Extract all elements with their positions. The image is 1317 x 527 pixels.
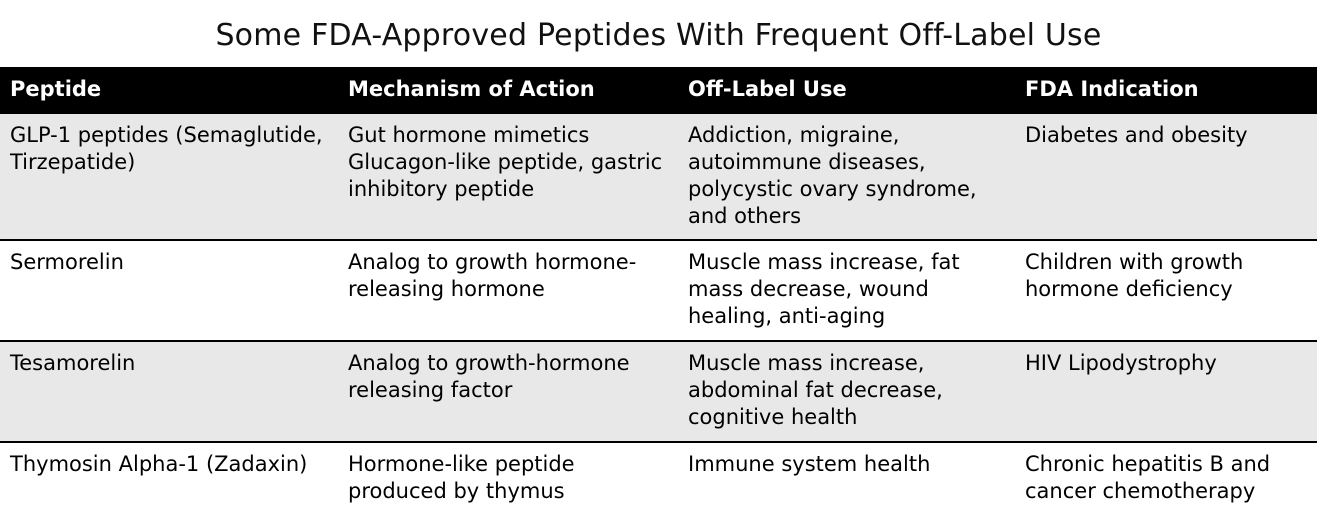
cell-indication: HIV Lipodystrophy <box>1015 341 1317 442</box>
table-body <box>0 114 1317 515</box>
cell-mechanism: Analog to growth-hormone releasing factor <box>338 341 678 442</box>
page-title: Some FDA-Approved Peptides With Frequent Off-Label Use <box>215 18 1102 53</box>
cell-indication: Chronic hepatitis B and cancer chemotherapy <box>1015 442 1317 515</box>
cell-offlabel: Immune system health <box>678 442 1015 515</box>
cell-peptide: Tesamorelin <box>0 341 338 442</box>
cell-offlabel: Muscle mass increase, fat mass decrease, wound healing, anti-aging <box>678 240 1015 341</box>
table-row <box>0 240 1317 341</box>
cell-indication: Children with growth hormone deficiency <box>1015 240 1317 341</box>
cell-offlabel: Muscle mass increase, abdominal fat decrease, cognitive health <box>678 341 1015 442</box>
table-row <box>0 114 1317 241</box>
table-header-row <box>0 67 1317 114</box>
table-header <box>0 67 1317 114</box>
cell-mechanism: Analog to growth hormone-releasing hormone <box>338 240 678 341</box>
cell-mechanism: Gut hormone mimetics Glucagon-like peptide, gastric inhibitory peptide <box>338 114 678 241</box>
column-header-peptide: Peptide <box>0 67 338 114</box>
cell-indication: Diabetes and obesity <box>1015 114 1317 241</box>
column-header-indication: FDA Indication <box>1015 67 1317 114</box>
column-header-offlabel: Off-Label Use <box>678 67 1015 114</box>
cell-peptide: Thymosin Alpha-1 (Zadaxin) <box>0 442 338 515</box>
table-row <box>0 341 1317 442</box>
cell-peptide: Sermorelin <box>0 240 338 341</box>
table-row <box>0 442 1317 515</box>
cell-offlabel: Addiction, migraine, autoimmune diseases, polycystic ovary syndrome, and others <box>678 114 1015 241</box>
column-header-mechanism: Mechanism of Action <box>338 67 678 114</box>
peptides-table <box>0 67 1317 514</box>
cell-peptide: GLP-1 peptides (Semaglutide, Tirzepatide) <box>0 114 338 241</box>
cell-mechanism: Hormone-like peptide produced by thymus <box>338 442 678 515</box>
